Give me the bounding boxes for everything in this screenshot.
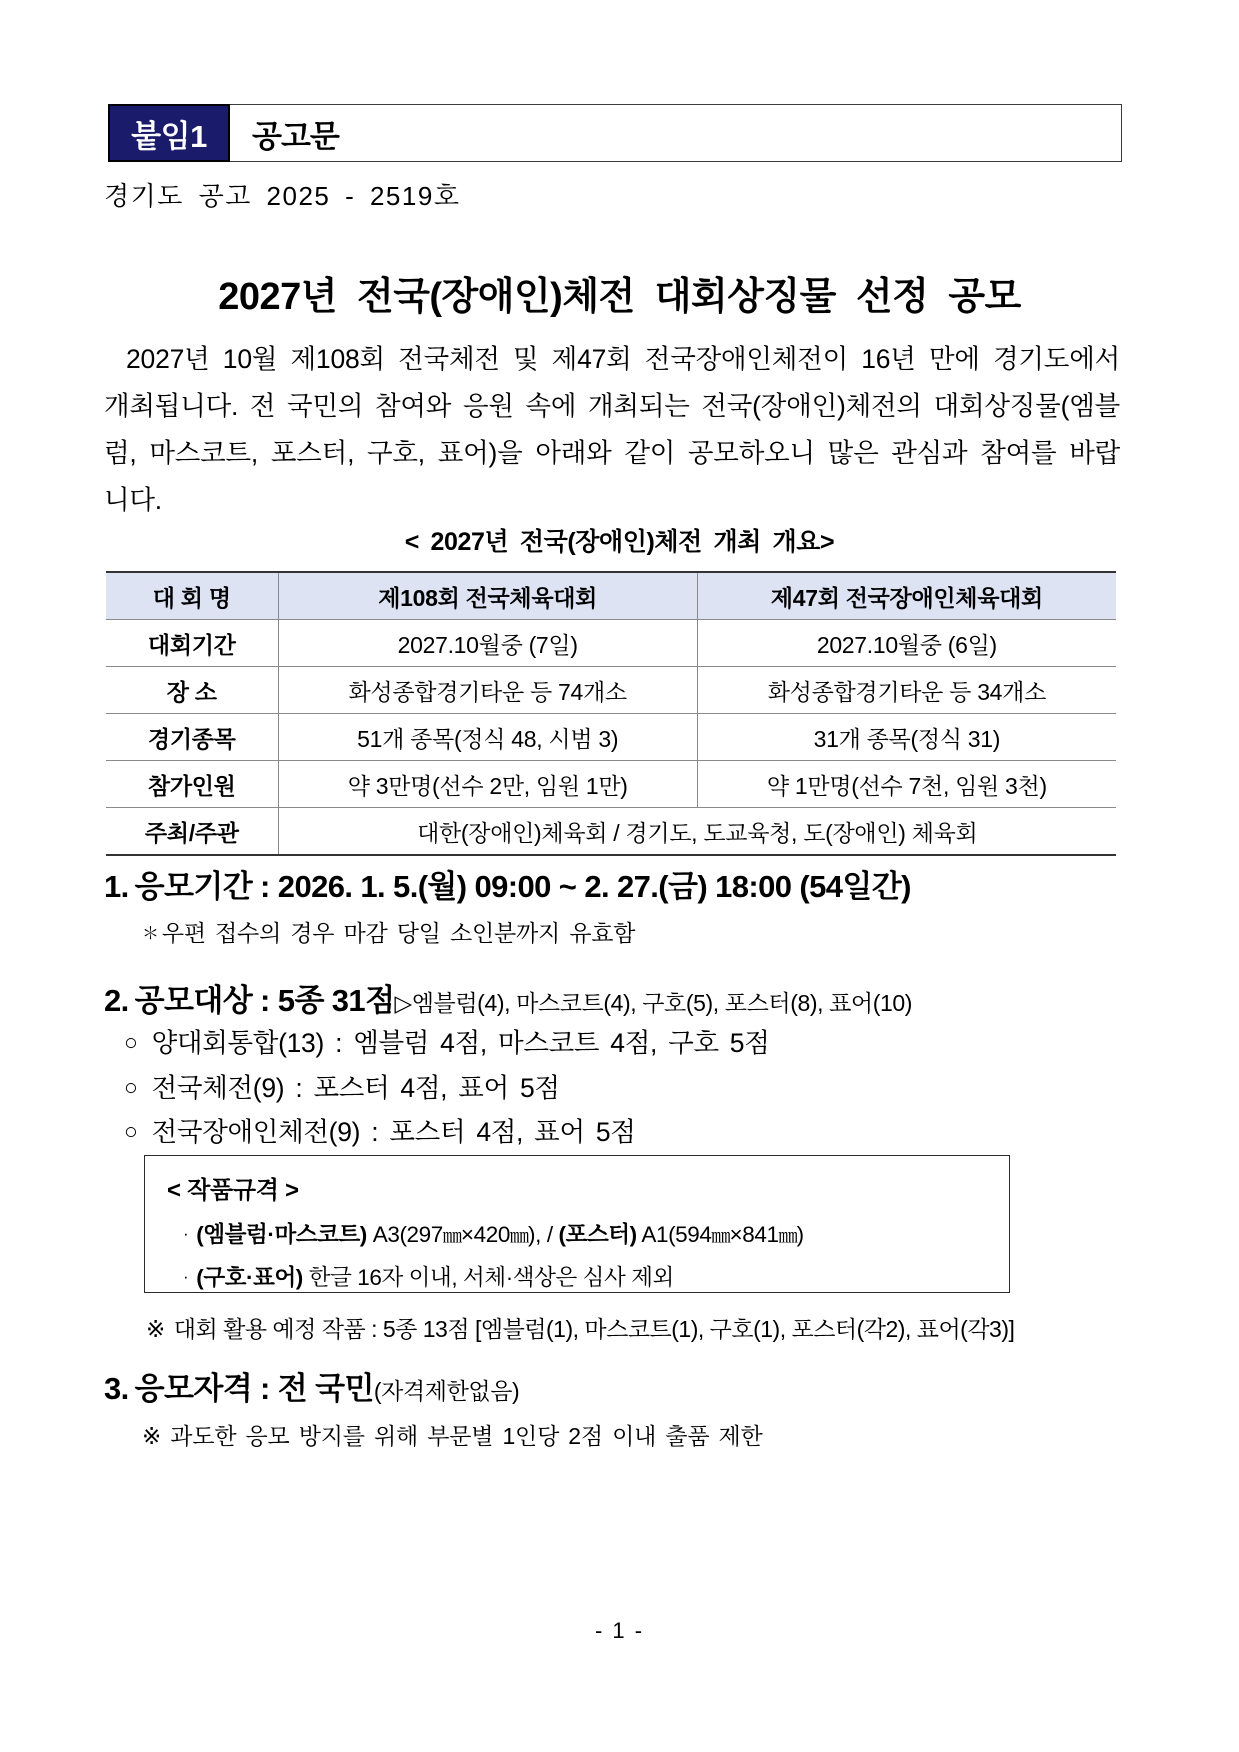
table-row — [106, 667, 1116, 714]
list-item — [124, 1110, 636, 1149]
spec-size-a1-a: A1(594 — [636, 1222, 712, 1247]
row-value-col1: 화성종합경기타운 등 74개소 — [278, 667, 697, 714]
section-3-note — [142, 1418, 763, 1451]
row-value-col2: 2027.10월중 (6일) — [697, 620, 1116, 667]
section-2-value: 5종 31점 — [277, 983, 395, 1018]
row-value-col1: 51개 종목(정식 48, 시범 3) — [278, 714, 697, 761]
spec-separator: ), / — [528, 1222, 559, 1247]
row-value-col1: 2027.10월중 (7일) — [278, 620, 697, 667]
section-2-tail: ▷엠블럼(4), 마스코트(4), 구호(5), 포스터(8), 표어(10) — [394, 990, 913, 1016]
document-number: 경기도 공고 2025 - 2519호 — [104, 181, 461, 211]
spec-size-a1-close: ) — [796, 1222, 804, 1247]
table-row — [106, 761, 1116, 808]
spec-size-a1-b: ×841 — [729, 1222, 779, 1247]
section-3-number: 3. — [104, 1371, 129, 1406]
spec-size-a3-a: A3(297 — [366, 1222, 443, 1247]
list-item — [124, 1066, 560, 1105]
section-3-heading — [104, 1363, 1134, 1408]
page-title: 2027년 전국(장애인)체전 대회상징물 선정 공모 — [218, 276, 1021, 318]
spec-label-emblem-mascot: (엠블럼·마스코트) — [196, 1222, 367, 1247]
list-item-label: 양대회통합(13) : 엠블럼 4점, 마스코트 4점, 구호 5점 — [151, 1028, 770, 1058]
table-header-col2: 제47회 전국장애인체육대회 — [697, 572, 1116, 620]
dot-bullet-icon: · — [183, 1224, 189, 1243]
attachment-header — [108, 104, 1122, 162]
section-1-number: 1. — [104, 869, 129, 904]
section-2-note-text: 대회 활용 예정 작품 : 5종 13점 [엠블럼(1), 마스코트(1), 구호(1), 포스터(각2), 표어(각3)] — [173, 1316, 1015, 1342]
unit-mm: ㎜ — [442, 1226, 461, 1247]
table-row — [106, 714, 1116, 761]
section-3-title: 응모자격 : — [134, 1371, 278, 1406]
row-value-col2: 31개 종목(정식 31) — [697, 714, 1116, 761]
section-1-note-text: 우편 접수의 경우 마감 당일 소인분까지 유효함 — [161, 920, 636, 946]
row-value-col2: 화성종합경기타운 등 34개소 — [697, 667, 1116, 714]
attachment-badge: 붙임1 — [108, 104, 230, 162]
row-value-col2: 약 1만명(선수 7천, 임원 3천) — [697, 761, 1116, 808]
section-3-tail: (자격제한없음) — [373, 1378, 520, 1404]
section-2-number: 2. — [104, 983, 129, 1018]
spec-size-a3-b: ×420 — [460, 1222, 511, 1247]
spec-line-size — [183, 1217, 1009, 1249]
table-row — [106, 620, 1116, 667]
table-header-label: 대 회 명 — [106, 572, 278, 620]
section-1-title: 응모기간 : — [134, 869, 278, 904]
reference-mark-icon: ※ — [146, 1316, 165, 1342]
list-item-label: 전국장애인체전(9) : 포스터 4점, 표어 5점 — [151, 1117, 636, 1147]
section-2-title: 공모대상 : — [134, 983, 278, 1018]
asterisk-icon: ＊ — [142, 924, 159, 943]
unit-mm: ㎜ — [778, 1226, 797, 1247]
event-summary-table — [106, 571, 1116, 856]
circle-bullet-icon: ○ — [124, 1029, 138, 1055]
unit-mm: ㎜ — [711, 1226, 730, 1247]
artwork-spec-box — [144, 1155, 1010, 1293]
spec-label-poster: (포스터) — [558, 1222, 637, 1247]
table-row-merged — [106, 808, 1116, 856]
table-header-col1: 제108회 전국체육대회 — [278, 572, 697, 620]
circle-bullet-icon: ○ — [124, 1074, 138, 1100]
row-label: 대회기간 — [106, 620, 278, 667]
section-1-value: 2026. 1. 5.(월) 09:00 ~ 2. 27.(금) 18:00 (54일간) — [277, 869, 911, 904]
spec-box-title: < 작품규격 > — [167, 1177, 299, 1204]
table-header-row — [106, 572, 1116, 620]
spec-label-slogan: (구호·표어) — [196, 1265, 303, 1290]
intro-paragraph: 2027년 10월 제108회 전국체전 및 제47회 전국장애인체전이 16년 만에 경기도에서 개최됩니다. 전 국민의 참여와 응원 속에 개최되는 전국(장애인)체전의 대회상징물(엠블럼, 마스코트, 포스터, 구호, 표어)을 아래와 같이 공모하오니 많은 관심과 참여를 바랍니다. — [104, 344, 1120, 515]
spec-line-text — [183, 1260, 1009, 1292]
row-label: 주최/주관 — [106, 808, 278, 856]
section-3-note-text: 과도한 응모 방지를 위해 부문별 1인당 2점 이내 출품 제한 — [170, 1423, 763, 1449]
reference-mark-icon: ※ — [142, 1423, 162, 1449]
attachment-title: 공고문 — [230, 104, 1122, 162]
section-1-note — [142, 915, 635, 948]
unit-mm: ㎜ — [510, 1226, 529, 1247]
row-value-merged: 대한(장애인)체육회 / 경기도, 도교육청, 도(장애인) 체육회 — [278, 808, 1116, 856]
row-label: 참가인원 — [106, 761, 278, 808]
summary-table-caption: < 2027년 전국(장애인)체전 개최 개요> — [404, 528, 835, 556]
section-1-heading — [104, 861, 1134, 906]
section-3-value: 전 국민 — [277, 1371, 374, 1406]
row-label: 경기종목 — [106, 714, 278, 761]
spec-slogan-rule: 한글 16자 이내, 서체·색상은 심사 제외 — [302, 1265, 674, 1290]
list-item-label: 전국체전(9) : 포스터 4점, 표어 5점 — [151, 1073, 560, 1103]
section-2-note — [146, 1311, 1014, 1344]
section-2-heading — [104, 975, 1134, 1020]
row-value-col1: 약 3만명(선수 2만, 임원 1만) — [278, 761, 697, 808]
list-item — [124, 1021, 770, 1060]
row-label: 장 소 — [106, 667, 278, 714]
circle-bullet-icon: ○ — [124, 1118, 138, 1144]
dot-bullet-icon: · — [183, 1267, 189, 1286]
page-number: - 1 - — [594, 1618, 645, 1643]
